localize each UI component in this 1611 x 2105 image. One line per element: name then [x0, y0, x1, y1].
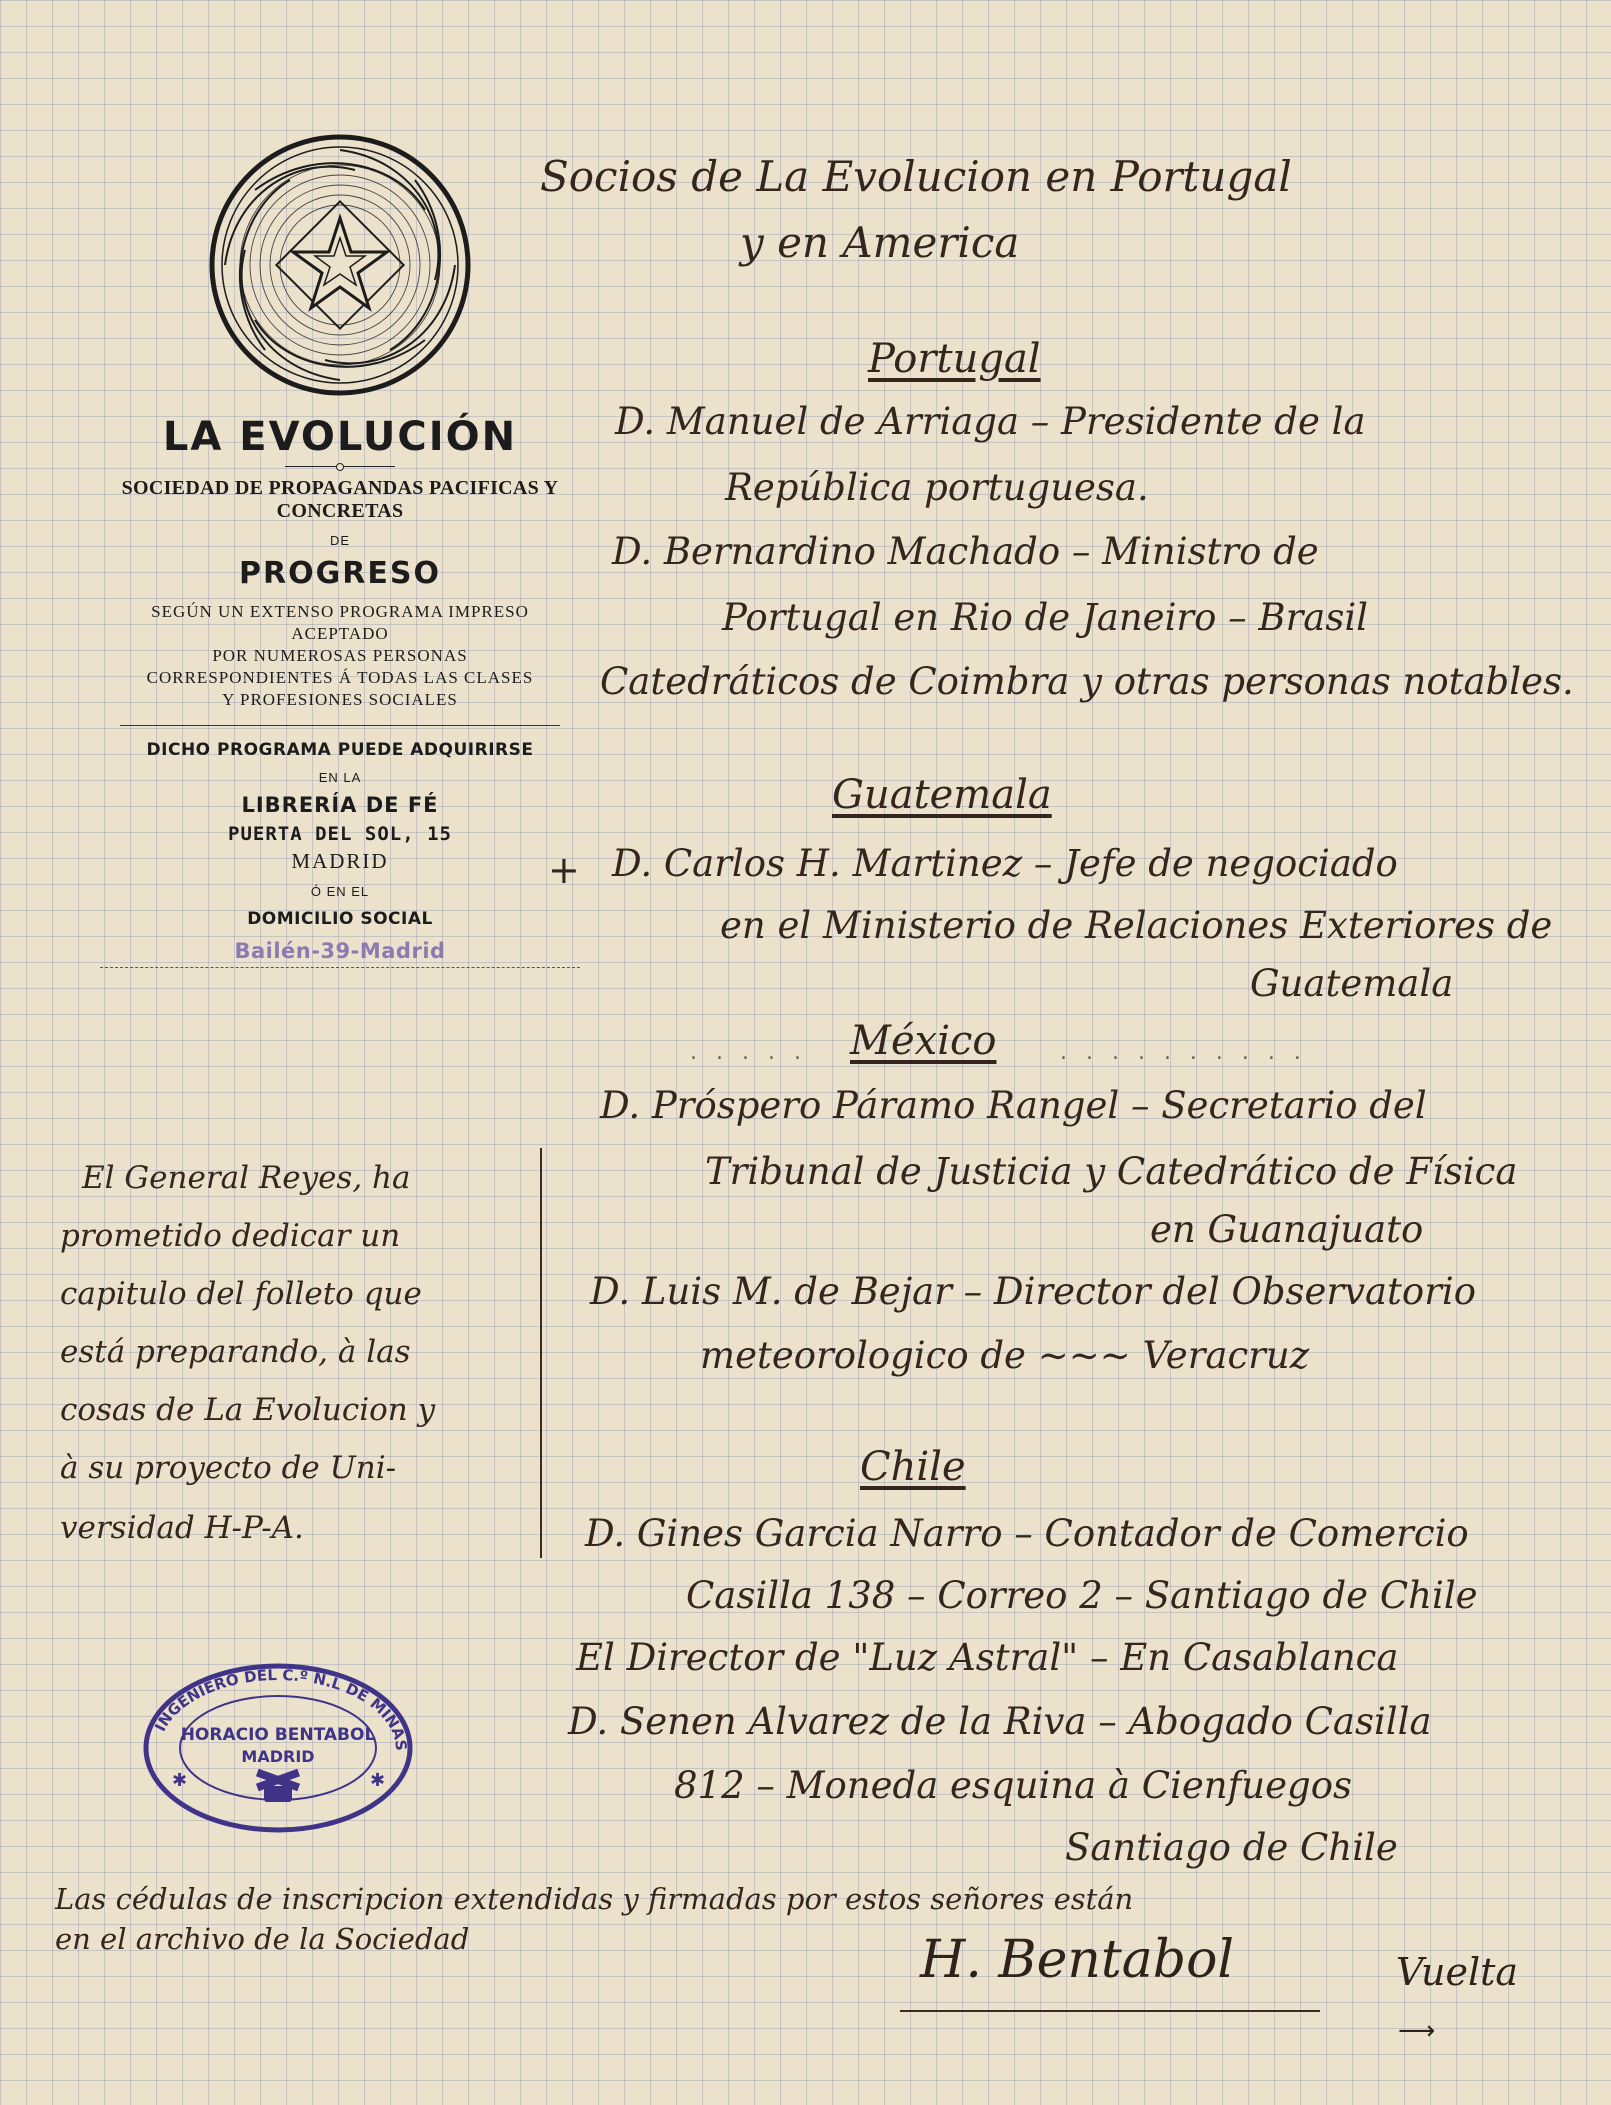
program-line: Y PROFESIONES SOCIALES	[222, 690, 458, 709]
program-description	[60, 601, 620, 711]
right-arrow-icon: ⟶	[1398, 2016, 1436, 2046]
en-la-label: EN LA	[318, 770, 362, 785]
entry-line: D. Próspero Páramo Rangel – Secretario del	[600, 1084, 1427, 1127]
letter-heading-line-1: Socios de La Evolucion en Portugal	[540, 152, 1292, 201]
section-title-guatemala: Guatemala	[832, 772, 1052, 818]
signature-underline	[900, 2010, 1320, 2012]
dotted-leader: . . . . .	[690, 1040, 807, 1065]
program-line: POR NUMEROSAS PERSONAS	[212, 646, 468, 665]
entry-line: en Guanajuato	[1150, 1208, 1424, 1251]
spiral-star-emblem-icon	[205, 130, 475, 400]
ornament-divider	[285, 466, 395, 467]
side-note-line: versidad H-P-A.	[60, 1510, 304, 1546]
letter-heading-line-2: y en America	[740, 218, 1020, 267]
acquire-label: DICHO PROGRAMA PUEDE ADQUIRIRSE	[146, 740, 534, 760]
de-label: DE	[329, 533, 351, 548]
entry-line: D. Bernardino Machado – Ministro de	[612, 530, 1319, 573]
stamp-name: HORACIO BENTABOL	[180, 1725, 376, 1745]
progreso-label: PROGRESO	[239, 556, 441, 591]
vuelta-note: Vuelta	[1396, 1950, 1519, 1994]
entry-line: D. Luis M. de Bejar – Director del Observatorio	[590, 1270, 1476, 1313]
entry-line: Santiago de Chile	[1065, 1826, 1398, 1869]
plus-mark: +	[548, 848, 580, 892]
section-title-mexico: México	[850, 1018, 997, 1064]
crossed-hammers-icon	[256, 1769, 300, 1802]
entry-line: D. Manuel de Arriaga – Presidente de la	[615, 400, 1366, 443]
side-note-line: está preparando, à las	[60, 1334, 411, 1370]
divider	[120, 725, 560, 726]
domicilio-label: DOMICILIO SOCIAL	[247, 909, 433, 929]
stamp-star-icon: ✱	[172, 1770, 188, 1791]
footer-line: Las cédulas de inscripcion extendidas y firmadas por estos señores están	[55, 1882, 1134, 1916]
stamp-city: MADRID	[241, 1747, 315, 1766]
stamped-address: Bailén-39-Madrid	[234, 939, 446, 963]
engineer-oval-stamp	[138, 1658, 418, 1838]
section-title-chile: Chile	[860, 1444, 966, 1490]
program-line: ACEPTADO	[291, 624, 389, 643]
entry-line: Catedráticos de Coimbra y otras personas notables.	[600, 660, 1574, 703]
entry-line: en el Ministerio de Relaciones Exteriores de	[720, 904, 1553, 947]
side-note-line: El General Reyes, ha	[82, 1160, 411, 1196]
entry-line: El Director de "Luz Astral" – En Casablanca	[576, 1636, 1399, 1679]
footer-line: en el archivo de la Sociedad	[55, 1922, 470, 1956]
society-name: LA EVOLUCIÓN	[162, 414, 518, 460]
program-line: CORRESPONDIENTES Á TODAS LAS CLASES	[146, 668, 534, 687]
side-note-line: capitulo del folleto que	[60, 1276, 422, 1312]
entry-line: Portugal en Rio de Janeiro – Brasil	[722, 596, 1368, 639]
bookshop-city: MADRID	[291, 849, 389, 873]
bookshop-address: PUERTA DEL SOL, 15	[228, 823, 452, 845]
dotted-leader: . . . . . . . . . .	[1060, 1040, 1307, 1065]
section-title-portugal: Portugal	[868, 336, 1041, 382]
dashed-rule	[100, 967, 580, 968]
entry-line: Casilla 138 – Correo 2 – Santiago de Chile	[686, 1574, 1478, 1617]
entry-line: República portuguesa.	[725, 466, 1149, 509]
stamp-star-icon: ✱	[370, 1770, 386, 1791]
side-note-line: à su proyecto de Uni-	[60, 1450, 397, 1486]
entry-line: Tribunal de Justicia y Catedrático de Física	[705, 1150, 1518, 1193]
letterhead	[60, 130, 620, 968]
signature: H. Bentabol	[920, 1930, 1235, 1990]
side-note-line: prometido dedicar un	[60, 1218, 401, 1254]
stamp-ring-text: INGENIERO DEL C.º N.L DE MINAS	[151, 1665, 411, 1752]
entry-line: D. Senen Alvarez de la Riva – Abogado Casilla	[568, 1700, 1432, 1743]
entry-line: D. Gines Garcia Narro – Contador de Comercio	[585, 1512, 1469, 1555]
entry-line: D. Carlos H. Martinez – Jefe de negociado	[612, 842, 1398, 885]
side-note-line: cosas de La Evolucion y	[60, 1392, 436, 1428]
entry-line: Guatemala	[1250, 962, 1454, 1005]
entry-line: 812 – Moneda esquina à Cienfuegos	[674, 1764, 1352, 1807]
society-description: SOCIEDAD DE PROPAGANDAS PACIFICAS Y CONCRETAS	[121, 477, 559, 522]
o-en-el-label: Ó EN EL	[310, 884, 370, 899]
entry-line: meteorologico de ∼∼∼ Veracruz	[700, 1334, 1310, 1377]
program-line: SEGÚN UN EXTENSO PROGRAMA IMPRESO	[151, 602, 529, 621]
bookshop-name: LIBRERÍA DE FÉ	[241, 793, 439, 817]
